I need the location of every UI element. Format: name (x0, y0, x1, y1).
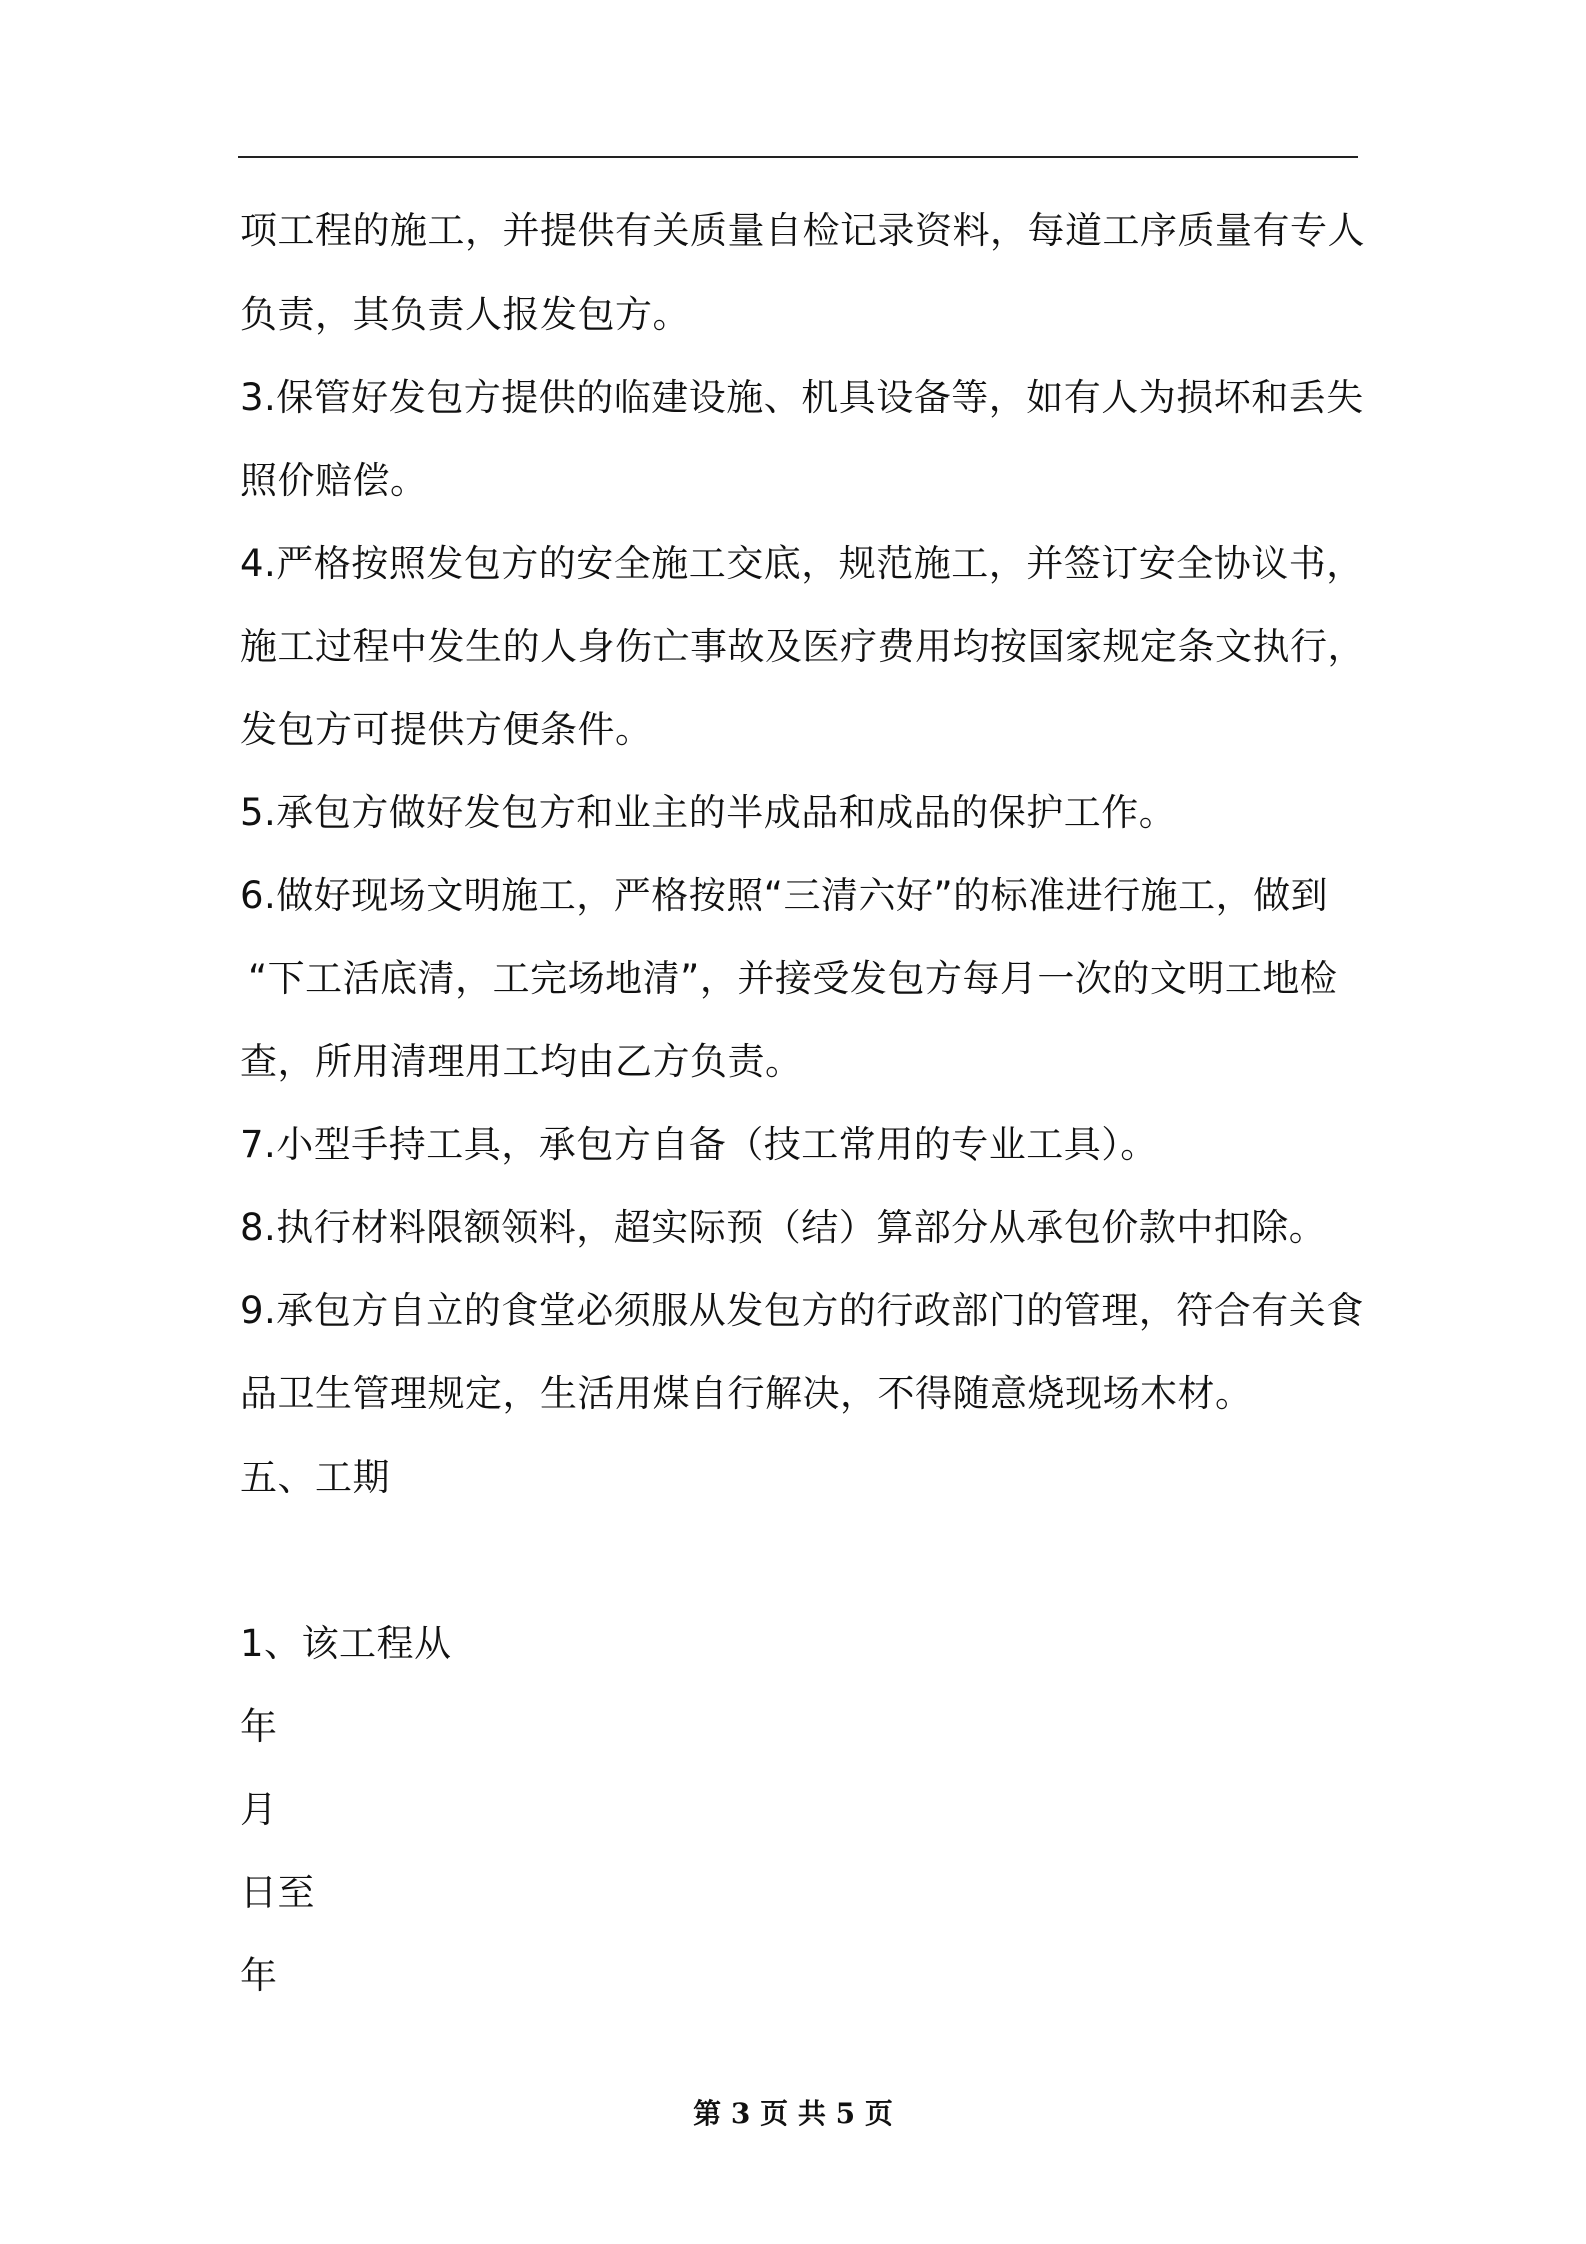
paragraph-line: 施工过程中发生的人身伤亡事故及医疗费用均按国家规定条文执行， (240, 625, 1365, 668)
header-rule (238, 156, 1358, 158)
paragraph-line: 4.严格按照发包方的安全施工交底，规范施工，并签订安全协议书， (240, 542, 1364, 585)
paragraph-line: 月 (240, 1788, 278, 1831)
page-number-footer: 第 3 页 共 5 页 (693, 2097, 893, 2130)
paragraph-line: 3.保管好发包方提供的临建设施、机具设备等，如有人为损坏和丢失 (240, 376, 1364, 419)
paragraph-line: 9.承包方自立的食堂必须服从发包方的行政部门的管理，符合有关食 (240, 1289, 1364, 1332)
paragraph-line: 年 (240, 1954, 278, 1997)
paragraph-line: 负责，其负责人报发包方。 (240, 293, 690, 336)
paragraph-line: 日至 (240, 1871, 315, 1914)
paragraph-line: 照价赔偿。 (240, 459, 428, 502)
paragraph-line: 发包方可提供方便条件。 (240, 708, 653, 751)
paragraph-line: 品卫生管理规定，生活用煤自行解决，不得随意烧现场木材。 (240, 1372, 1253, 1415)
paragraph-line: 7.小型手持工具，承包方自备（技工常用的专业工具）。 (240, 1123, 1158, 1166)
paragraph-line: 6.做好现场文明施工，严格按照“三清六好”的标准进行施工，做到 (240, 874, 1329, 917)
paragraph-line: 1、该工程从 (240, 1622, 452, 1665)
paragraph-line: 项工程的施工，并提供有关质量自检记录资料，每道工序质量有专人 (240, 209, 1365, 252)
paragraph-line: 8.执行材料限额领料，超实际预（结）算部分从承包价款中扣除。 (240, 1206, 1327, 1249)
paragraph-line: “下工活底清，工完场地清”，并接受发包方每月一次的文明工地检 (248, 957, 1338, 1000)
paragraph-line: 查，所用清理用工均由乙方负责。 (240, 1040, 803, 1083)
section-heading: 五、工期 (240, 1456, 390, 1499)
paragraph-line: 年 (240, 1705, 278, 1748)
paragraph-line: 5.承包方做好发包方和业主的半成品和成品的保护工作。 (240, 791, 1177, 834)
